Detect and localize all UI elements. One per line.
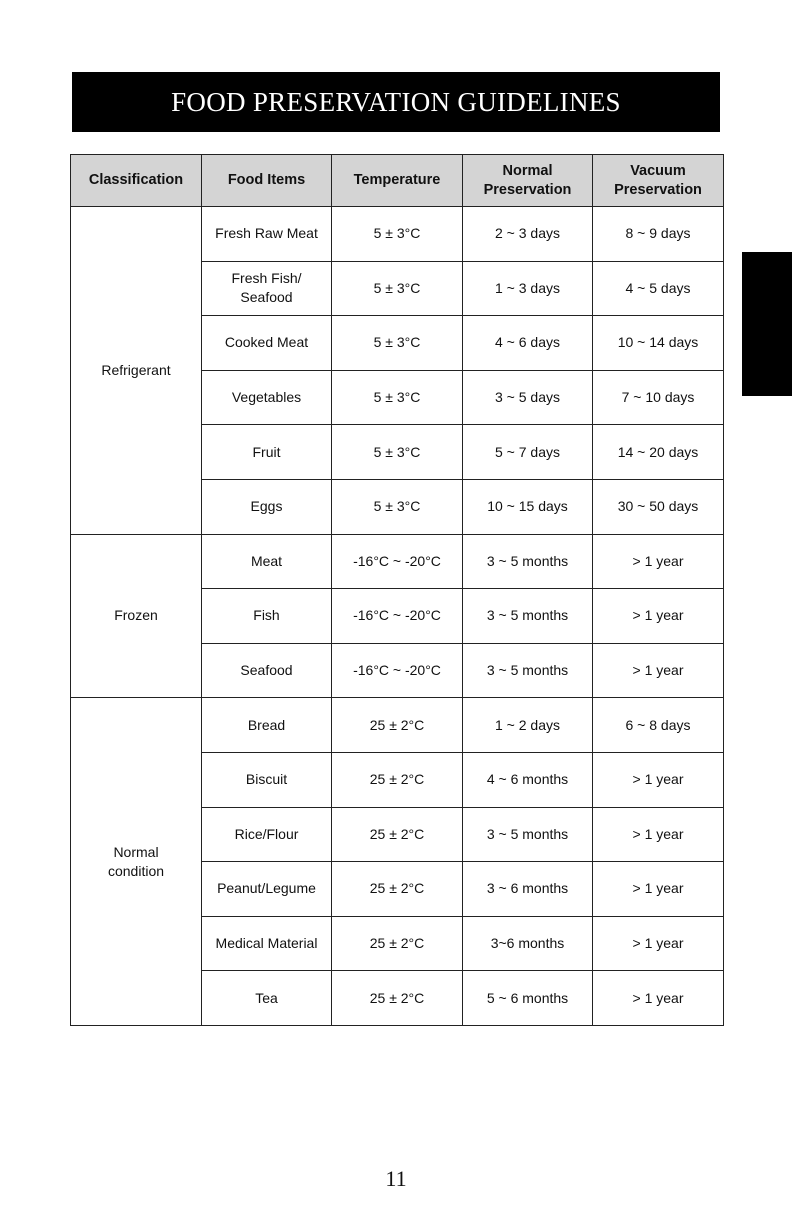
food-item-cell: Cooked Meat <box>202 316 332 371</box>
temperature-cell: 25 ± 2°C <box>332 916 463 971</box>
normal-preservation-cell: 1 ~ 2 days <box>463 698 593 753</box>
vacuum-preservation-cell: > 1 year <box>593 643 724 698</box>
food-item-cell: Meat <box>202 534 332 589</box>
vacuum-preservation-cell: 6 ~ 8 days <box>593 698 724 753</box>
food-item-cell: Eggs <box>202 479 332 534</box>
vacuum-preservation-cell: > 1 year <box>593 971 724 1026</box>
vacuum-preservation-cell: 10 ~ 14 days <box>593 316 724 371</box>
temperature-cell: 25 ± 2°C <box>332 807 463 862</box>
vacuum-preservation-cell: > 1 year <box>593 862 724 917</box>
normal-preservation-cell: 3 ~ 6 months <box>463 862 593 917</box>
food-preservation-table <box>70 154 724 1026</box>
table-row <box>71 698 724 753</box>
normal-preservation-cell: 5 ~ 6 months <box>463 971 593 1026</box>
vacuum-preservation-cell: > 1 year <box>593 752 724 807</box>
normal-preservation-cell: 5 ~ 7 days <box>463 425 593 480</box>
normal-preservation-cell: 3 ~ 5 months <box>463 589 593 644</box>
normal-preservation-cell: 2 ~ 3 days <box>463 207 593 262</box>
temperature-cell: 5 ± 3°C <box>332 479 463 534</box>
food-item-cell: Bread <box>202 698 332 753</box>
temperature-cell: 5 ± 3°C <box>332 207 463 262</box>
vacuum-preservation-cell: > 1 year <box>593 534 724 589</box>
food-item-cell: Tea <box>202 971 332 1026</box>
header-classification: Classification <box>71 155 202 207</box>
vacuum-preservation-cell: > 1 year <box>593 589 724 644</box>
vacuum-preservation-cell: > 1 year <box>593 807 724 862</box>
header-vacuum-preservation: Vacuum Preservation <box>593 155 724 207</box>
normal-preservation-cell: 3 ~ 5 months <box>463 643 593 698</box>
normal-preservation-cell: 3 ~ 5 months <box>463 534 593 589</box>
section-tab-marker <box>742 252 792 396</box>
food-item-cell: Peanut/Legume <box>202 862 332 917</box>
page-title: FOOD PRESERVATION GUIDELINES <box>72 72 720 132</box>
page-number: 11 <box>385 1166 407 1191</box>
vacuum-preservation-cell: 8 ~ 9 days <box>593 207 724 262</box>
normal-preservation-cell: 1 ~ 3 days <box>463 261 593 316</box>
normal-preservation-cell: 4 ~ 6 months <box>463 752 593 807</box>
vacuum-preservation-cell: 7 ~ 10 days <box>593 370 724 425</box>
food-item-cell: Fresh Fish/ Seafood <box>202 261 332 316</box>
temperature-cell: 25 ± 2°C <box>332 862 463 917</box>
temperature-cell: 25 ± 2°C <box>332 971 463 1026</box>
normal-preservation-cell: 3~6 months <box>463 916 593 971</box>
temperature-cell: 25 ± 2°C <box>332 698 463 753</box>
temperature-cell: 5 ± 3°C <box>332 316 463 371</box>
temperature-cell: -16°C ~ -20°C <box>332 643 463 698</box>
temperature-cell: -16°C ~ -20°C <box>332 589 463 644</box>
header-normal-preservation: Normal Preservation <box>463 155 593 207</box>
header-food-items: Food Items <box>202 155 332 207</box>
food-item-cell: Biscuit <box>202 752 332 807</box>
normal-preservation-cell: 3 ~ 5 days <box>463 370 593 425</box>
normal-preservation-cell: 10 ~ 15 days <box>463 479 593 534</box>
vacuum-preservation-cell: > 1 year <box>593 916 724 971</box>
vacuum-preservation-cell: 30 ~ 50 days <box>593 479 724 534</box>
normal-preservation-cell: 4 ~ 6 days <box>463 316 593 371</box>
table-row <box>71 534 724 589</box>
temperature-cell: 5 ± 3°C <box>332 425 463 480</box>
temperature-cell: -16°C ~ -20°C <box>332 534 463 589</box>
table-header-row <box>71 155 724 207</box>
food-item-cell: Fresh Raw Meat <box>202 207 332 262</box>
header-temperature: Temperature <box>332 155 463 207</box>
food-item-cell: Fruit <box>202 425 332 480</box>
classification-cell: Normal condition <box>71 698 202 1026</box>
food-item-cell: Fish <box>202 589 332 644</box>
food-item-cell: Seafood <box>202 643 332 698</box>
temperature-cell: 25 ± 2°C <box>332 752 463 807</box>
vacuum-preservation-cell: 4 ~ 5 days <box>593 261 724 316</box>
vacuum-preservation-cell: 14 ~ 20 days <box>593 425 724 480</box>
food-item-cell: Rice/Flour <box>202 807 332 862</box>
classification-cell: Frozen <box>71 534 202 698</box>
temperature-cell: 5 ± 3°C <box>332 370 463 425</box>
normal-preservation-cell: 3 ~ 5 months <box>463 807 593 862</box>
food-item-cell: Medical Material <box>202 916 332 971</box>
table-row <box>71 207 724 262</box>
temperature-cell: 5 ± 3°C <box>332 261 463 316</box>
classification-cell: Refrigerant <box>71 207 202 535</box>
food-item-cell: Vegetables <box>202 370 332 425</box>
